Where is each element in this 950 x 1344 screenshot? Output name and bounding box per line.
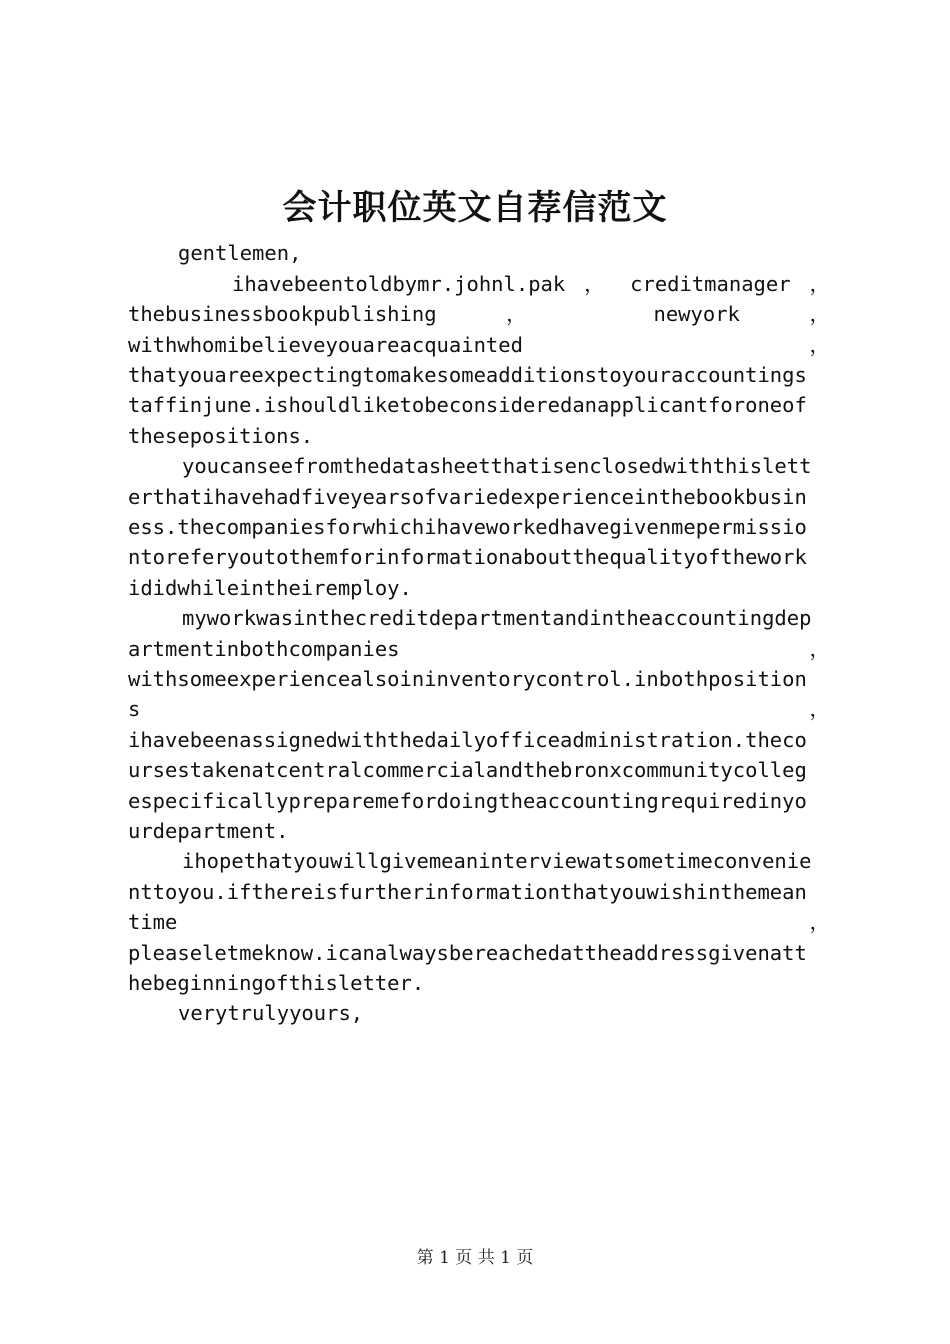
body-line: myworkwasinthecreditdepartmentandintheaccountingdep [182,606,812,630]
closing-line: verytrulyyours, [178,1001,364,1025]
body-line: withwhomibelieveyouareacquainted ， [128,333,830,357]
body-line: thebusinessbookpublishing ， newyork ， [128,302,830,326]
body-line: ursestakenatcentralcommercialandthebronxcommunitycolleg [128,758,807,782]
body-line: ihavebeentoldbymr.johnl.pak ， creditmanager ， [232,272,830,296]
body-line: youcanseefromthedatasheetthatisenclosedwiththislett [182,454,812,478]
body-line: time ， [128,910,830,934]
body-line: urdepartment. [128,819,289,843]
body-line: erthatihavehadfiveyearsofvariedexperienceinthebookbusin [128,485,807,509]
body-line: artmentinbothcompanies ， [128,637,830,661]
body-line: ididwhileintheiremploy. [128,576,412,600]
body-line: ess.thecompaniesforwhichihaveworkedhavegivenmepermissio [128,515,807,539]
salutation-line: gentlemen, [178,241,302,265]
body-line: pleaseletmeknow.icanalwaysbereachedattheaddressgivenatt [128,941,807,965]
body-line: especificallypreparemefordoingtheaccountingrequiredinyo [128,789,807,813]
document-title: 会计职位英文自荐信范文 [282,188,668,228]
body-line: withsomeexperiencealsoininventorycontrol.inbothposition [128,667,807,691]
body-line: ihopethatyouwillgivemeaninterviewatsometimeconvenie [182,849,812,873]
body-line: ihavebeenassignedwiththedailyofficeadministration.theco [128,728,807,752]
body-line: hebeginningofthisletter. [128,971,425,995]
body-line: taffinjune.ishouldliketobeconsideredanapplicantforoneof [128,393,807,417]
body-line: s ， [128,697,830,721]
body-line: ntoreferyoutothemforinformationaboutthequalityofthework [128,545,807,569]
body-line: nttoyou.ifthereisfurtherinformationthatyouwishinthemean [128,880,807,904]
body-line: thatyouareexpectingtomakesomeadditionstoyouraccountings [128,363,807,387]
page-footer: 第 1 页 共 1 页 [416,1248,534,1268]
body-line: thesepositions. [128,424,314,448]
